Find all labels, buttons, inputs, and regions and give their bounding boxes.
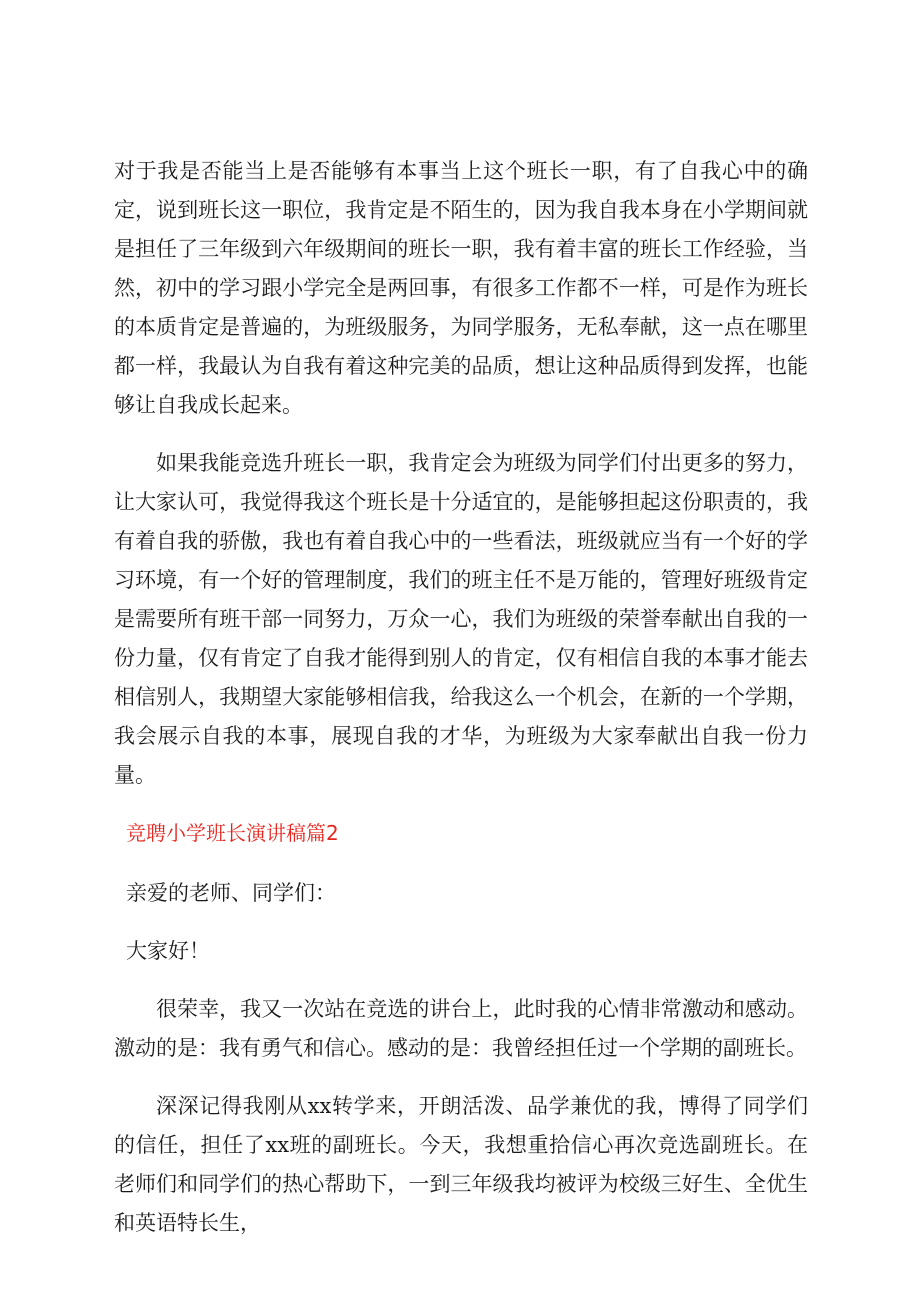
document-body: [114, 152, 808, 1262]
paragraph-4: 深深记得我刚从xx转学来，开朗活泼、品学兼优的我，博得了同学们的信任，担任了xx班的副班长。今天，我想重拾信心再次竞选副班长。在老师们和同学们的热心帮助下，一到三年级我均被评为校级三好生、全优生和英语特长生，: [114, 1094, 808, 1235]
paragraph-2: 如果我能竞选升班长一职，我肯定会为班级为同学们付出更多的努力，让大家认可，我觉得我这个班长是十分适宜的，是能够担起这份职责的，我有着自我的骄傲，我也有着自我心中的一些看法，班级就应当有一个好的学习环境，有一个好的管理制度，我们的班主任不是万能的，管理好班级肯定是需要所有班干部一同努力，万众一心，我们为班级的荣誉奉献出自我的一份力量，仅有肯定了自我才能得到别人的肯定，仅有相信自我的本事才能去相信别人，我期望大家能够相信我，给我这么一个机会，在新的一个学期，我会展示自我的本事，展现自我的才华，为班级为大家奉献出自我一份力量。: [114, 451, 808, 787]
paragraph-1: 对于我是否能当上是否能够有本事当上这个班长一职，有了自我心中的确定，说到班长这一职位，我肯定是不陌生的，因为我自我本身在小学期间就是担任了三年级到六年级期间的班长一职，我有着丰富的班长工作经验，当然，初中的学习跟小学完全是两回事，有很多工作都不一样，可是作为班长的本质肯定是普遍的，为班级服务，为同学服务，无私奉献，这一点在哪里都一样，我最认为自我有着这种完美的品质，想让这种品质得到发挥，也能够让自我成长起来。: [114, 159, 808, 417]
paragraph-3: 很荣幸，我又一次站在竞选的讲台上，此时我的心情非常激动和感动。激动的是：我有勇气和信心。感动的是：我曾经担任过一个学期的副班长。: [114, 997, 808, 1060]
greeting: 大家好！: [126, 939, 210, 963]
section-heading: 竞聘小学班长演讲稿篇2: [126, 821, 339, 845]
salutation: 亲爱的老师、同学们：: [126, 881, 336, 905]
